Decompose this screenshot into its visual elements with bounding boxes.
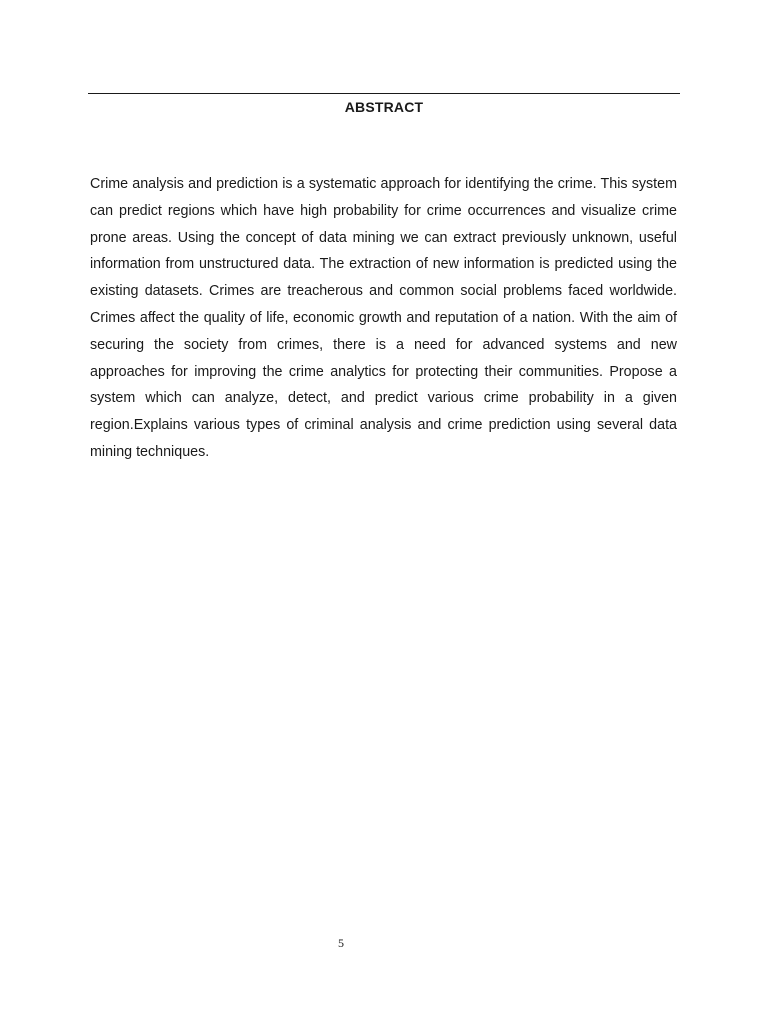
abstract-paragraph: Crime analysis and prediction is a systematic approach for identifying the crime. This system can predict regions which have high probability for crime occurrences and visualize crime prone areas. Using the concept of data mining we can extract previously unknown, useful information from unstructured data. The extraction of new information is predicted using the existing datasets. Crimes are treacherous and common social problems faced worldwide. Crimes affect the quality of life, economic growth and reputation of a nation. With the aim of securing the society from crimes, there is a need for advanced systems and new approaches for improving the crime analytics for protecting their communities. Propose a system which can analyze, detect, and predict various crime probability in a given region.Explains various types of criminal analysis and crime prediction using several data mining techniques. — [90, 176, 677, 460]
header-rule — [88, 93, 680, 94]
page-title: ABSTRACT — [344, 99, 424, 115]
page-number: 5 — [338, 936, 344, 950]
